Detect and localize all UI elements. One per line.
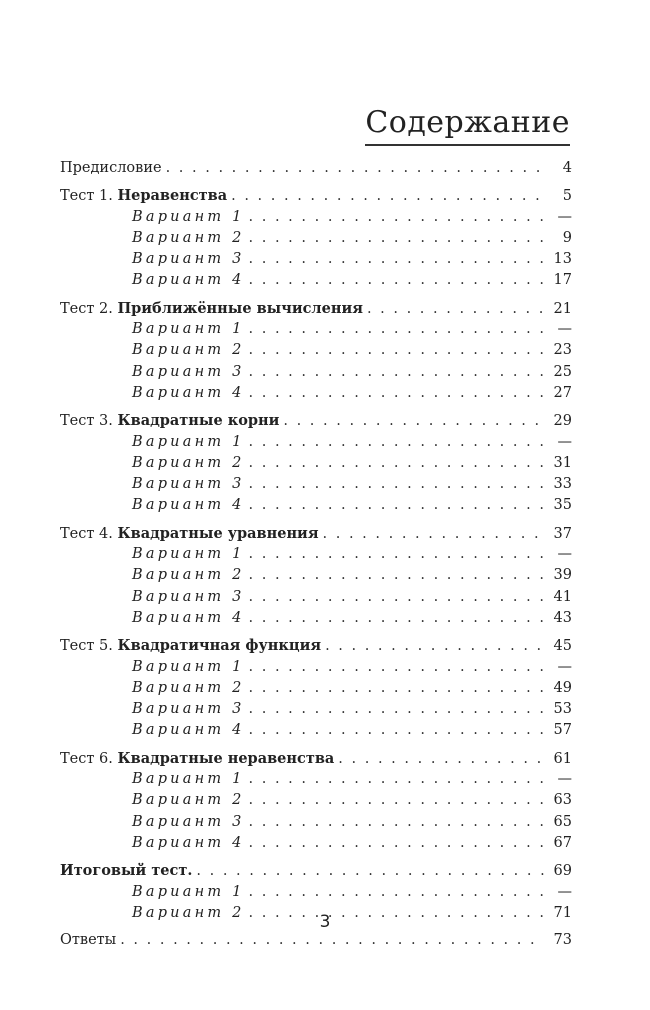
- toc-entry-title: Квадратные неравенства: [117, 749, 335, 767]
- dot-leader: [196, 861, 544, 882]
- dot-leader: [249, 383, 544, 404]
- variant-page: 27: [553, 384, 572, 401]
- toc-entry[interactable]: [60, 298, 572, 319]
- dot-leader: [249, 812, 544, 833]
- variant-page: 49: [553, 679, 572, 696]
- toc-entry[interactable]: [60, 748, 572, 769]
- dot-leader: [283, 411, 544, 432]
- toc-entry-title: Ответы: [60, 932, 117, 949]
- toc-entry-title: Неравенства: [117, 187, 228, 205]
- toc-variant-entry[interactable]: [60, 362, 572, 383]
- variant-page: —: [557, 208, 572, 225]
- toc-entry-page: 45: [553, 638, 572, 655]
- toc-variant-entry[interactable]: [60, 699, 572, 720]
- dot-leader: [249, 228, 544, 249]
- toc-entry-prefix: Тест 1.: [60, 188, 113, 205]
- variant-page: —: [557, 321, 572, 338]
- variant-label: Вариант 1: [132, 546, 245, 563]
- toc-variant-entry[interactable]: [60, 495, 572, 516]
- variant-page: 63: [553, 792, 572, 809]
- variant-page: 39: [553, 567, 572, 584]
- variant-page: 71: [553, 904, 572, 921]
- toc-variant-entry[interactable]: [60, 565, 572, 586]
- toc-entry-prefix: Тест 2.: [60, 300, 113, 317]
- variant-page: 9: [562, 229, 572, 246]
- toc-variant-entry[interactable]: [60, 228, 572, 249]
- variant-page: 67: [553, 834, 572, 851]
- toc-variant-entry[interactable]: [60, 249, 572, 270]
- dot-leader: [249, 544, 544, 565]
- variant-label: Вариант 3: [132, 588, 245, 605]
- dot-leader: [249, 608, 544, 629]
- variant-page: 65: [553, 813, 572, 830]
- variant-label: Вариант 3: [132, 701, 245, 718]
- variant-page: 17: [553, 272, 572, 289]
- dot-leader: [338, 749, 544, 770]
- variant-label: Вариант 1: [132, 883, 245, 900]
- table-of-contents: [60, 158, 572, 951]
- toc-entry-prefix: Тест 6.: [60, 750, 113, 767]
- toc-entry-label: [60, 158, 162, 179]
- variant-page: 53: [553, 701, 572, 718]
- variant-page: —: [557, 883, 572, 900]
- variant-page: —: [557, 546, 572, 563]
- toc-variant-entry[interactable]: [60, 319, 572, 340]
- dot-leader: [249, 657, 544, 678]
- toc-variant-entry[interactable]: [60, 207, 572, 228]
- toc-entry-page: 73: [553, 932, 572, 949]
- variant-page: 13: [553, 251, 572, 268]
- variant-label: Вариант 3: [132, 363, 245, 380]
- toc-entry[interactable]: [60, 930, 572, 951]
- variant-label: Вариант 1: [132, 658, 245, 675]
- variant-page: 25: [553, 363, 572, 380]
- toc-entry-label: [60, 930, 116, 951]
- dot-leader: [367, 299, 544, 320]
- variant-label: Вариант 4: [132, 497, 245, 514]
- variant-label: Вариант 4: [132, 272, 245, 289]
- dot-leader: [249, 678, 544, 699]
- page-number: 3: [319, 912, 331, 932]
- variant-page: 23: [553, 342, 572, 359]
- toc-entry-label: [60, 748, 334, 770]
- toc-variant-entry[interactable]: [60, 882, 572, 903]
- dot-leader: [325, 636, 544, 657]
- dot-leader: [249, 432, 544, 453]
- toc-entry[interactable]: [60, 185, 572, 206]
- dot-leader: [249, 474, 544, 495]
- variant-label: Вариант 2: [132, 454, 245, 471]
- toc-entry-page: 61: [553, 750, 572, 767]
- toc-entry-title: Квадратные корни: [117, 412, 280, 430]
- dot-leader: [249, 769, 544, 790]
- dot-leader: [249, 249, 544, 270]
- variant-label: Вариант 2: [132, 904, 245, 921]
- dot-leader: [249, 720, 544, 741]
- dot-leader: [249, 587, 544, 608]
- toc-variant-entry[interactable]: [60, 790, 572, 811]
- toc-entry-page: 5: [562, 188, 572, 205]
- variant-label: Вариант 4: [132, 609, 245, 626]
- toc-entry-page: 29: [553, 413, 572, 430]
- dot-leader: [249, 362, 544, 383]
- variant-label: Вариант 2: [132, 567, 245, 584]
- toc-entry-title: Предисловие: [60, 160, 162, 176]
- variant-label: Вариант 2: [132, 679, 245, 696]
- variant-label: Вариант 4: [132, 722, 245, 739]
- toc-entry[interactable]: [60, 860, 572, 881]
- dot-leader: [249, 882, 544, 903]
- toc-variant-entry[interactable]: [60, 474, 572, 495]
- toc-variant-entry[interactable]: [60, 720, 572, 741]
- dot-leader: [249, 340, 544, 361]
- variant-page: 57: [553, 722, 572, 739]
- toc-variant-entry[interactable]: [60, 657, 572, 678]
- toc-entry-title: Квадратичная функция: [117, 637, 322, 655]
- dot-leader: [249, 495, 544, 516]
- toc-entry[interactable]: [60, 523, 572, 544]
- toc-entry-label: [60, 185, 227, 207]
- toc-entry-title: Приближённые вычисления: [117, 299, 363, 317]
- variant-label: Вариант 1: [132, 771, 245, 788]
- toc-entry-label: [60, 523, 319, 545]
- dot-leader: [249, 453, 544, 474]
- toc-entry-title: Квадратные уравнения: [117, 524, 319, 542]
- variant-label: Вариант 1: [132, 321, 245, 338]
- variant-page: —: [557, 771, 572, 788]
- dot-leader: [323, 524, 544, 545]
- dot-leader: [249, 319, 544, 340]
- toc-entry-label: [60, 410, 279, 432]
- dot-leader: [120, 930, 544, 951]
- variant-label: Вариант 2: [132, 229, 245, 246]
- dot-leader: [249, 833, 544, 854]
- toc-entry-page: 69: [553, 863, 572, 880]
- toc-variant-entry[interactable]: [60, 812, 572, 833]
- toc-variant-entry[interactable]: [60, 432, 572, 453]
- variant-page: —: [557, 433, 572, 450]
- dot-leader: [166, 158, 544, 179]
- toc-variant-entry[interactable]: [60, 678, 572, 699]
- toc-variant-entry[interactable]: [60, 544, 572, 565]
- toc-variant-entry[interactable]: [60, 383, 572, 404]
- toc-variant-entry[interactable]: [60, 769, 572, 790]
- variant-label: Вариант 3: [132, 813, 245, 830]
- toc-entry[interactable]: [60, 635, 572, 656]
- toc-variant-entry[interactable]: [60, 608, 572, 629]
- page-title: Содержание: [365, 104, 570, 146]
- variant-label: Вариант 4: [132, 834, 245, 851]
- toc-entry-prefix: Тест 4.: [60, 525, 113, 542]
- toc-entry-title: Итоговый тест.: [60, 862, 193, 880]
- toc-entry-page: 21: [553, 300, 572, 317]
- variant-page: 43: [553, 609, 572, 626]
- variant-label: Вариант 3: [132, 476, 245, 493]
- dot-leader: [249, 565, 544, 586]
- variant-page: 41: [553, 588, 572, 605]
- variant-label: Вариант 3: [132, 251, 245, 268]
- variant-label: Вариант 2: [132, 342, 245, 359]
- toc-variant-entry[interactable]: [60, 340, 572, 361]
- variant-label: Вариант 2: [132, 792, 245, 809]
- variant-page: —: [557, 658, 572, 675]
- variant-label: Вариант 1: [132, 208, 245, 225]
- toc-entry-prefix: Тест 3.: [60, 413, 113, 430]
- dot-leader: [249, 270, 544, 291]
- variant-label: Вариант 4: [132, 384, 245, 401]
- toc-entry-label: [60, 860, 192, 882]
- dot-leader: [249, 207, 544, 228]
- toc-variant-entry[interactable]: [60, 270, 572, 291]
- toc-entry-label: [60, 298, 363, 320]
- variant-page: 35: [553, 497, 572, 514]
- dot-leader: [249, 699, 544, 720]
- variant-label: Вариант 1: [132, 433, 245, 450]
- variant-page: 33: [553, 476, 572, 493]
- toc-entry[interactable]: [60, 158, 572, 179]
- toc-variant-entry[interactable]: [60, 587, 572, 608]
- dot-leader: [249, 790, 544, 811]
- toc-entry-prefix: Тест 5.: [60, 638, 113, 655]
- toc-variant-entry[interactable]: [60, 453, 572, 474]
- toc-entry[interactable]: [60, 410, 572, 431]
- toc-entry-page: 37: [553, 525, 572, 542]
- dot-leader: [231, 186, 544, 207]
- toc-entry-label: [60, 635, 321, 657]
- variant-page: 31: [553, 454, 572, 471]
- toc-variant-entry[interactable]: [60, 833, 572, 854]
- toc-entry-page: 4: [562, 160, 572, 176]
